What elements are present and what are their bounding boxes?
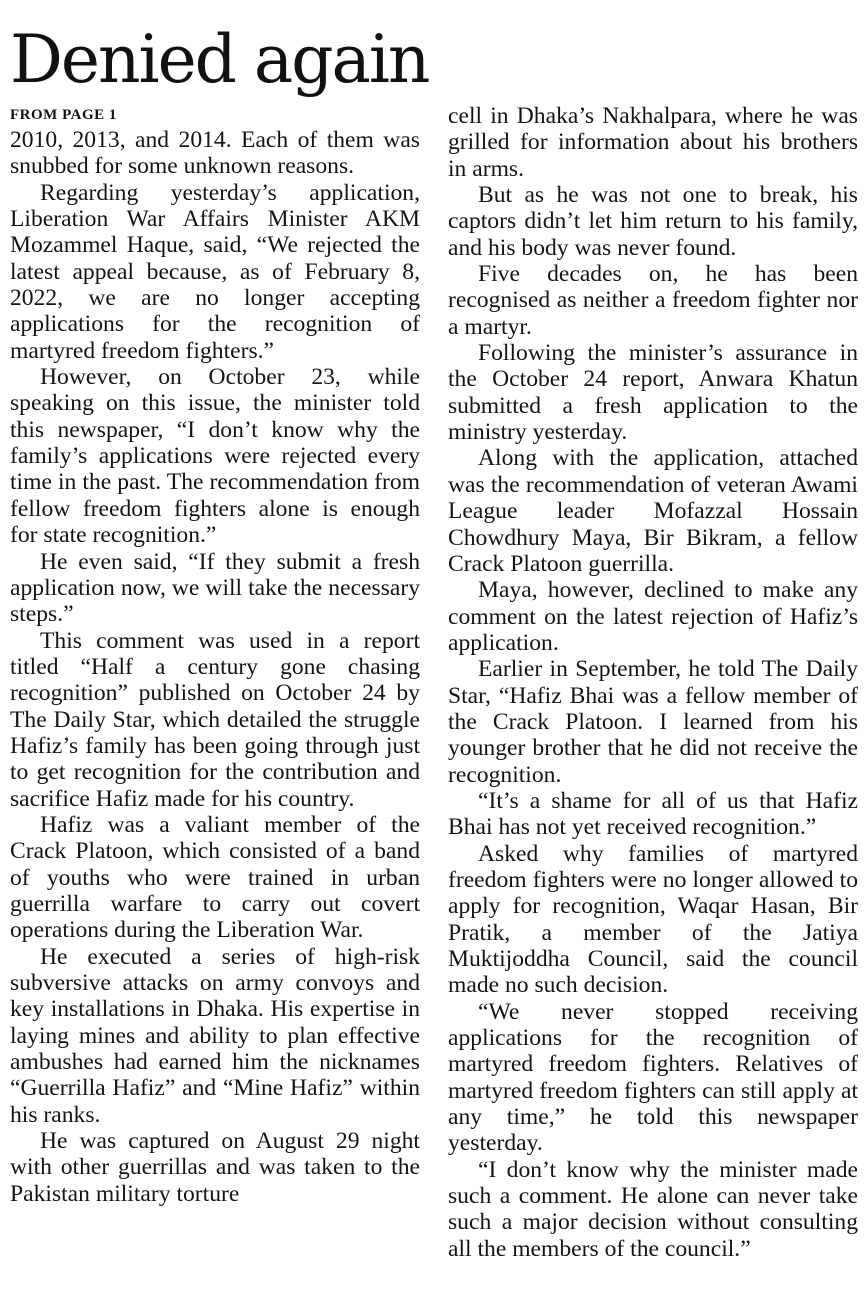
paragraph: Following the minister’s assurance in the October 24 report, Anwara Khatun submitted a fresh application to the ministry yesterday. [448, 340, 858, 446]
article-column-left [10, 103, 420, 1207]
paragraph: “We never stopped receiving applications for the recognition of martyred freedom fighters. Relatives of martyred freedom fighters can still apply at any time,” he told this newspaper yesterday. [448, 998, 858, 1157]
paragraph: Earlier in September, he told The Daily Star, “Hafiz Bhai was a fellow member of the Crack Platoon. I learned from his younger brother that he did not receive the recognition. [448, 656, 858, 788]
paragraph: Maya, however, declined to make any comment on the latest rejection of Hafiz’s application. [448, 577, 858, 656]
jump-kicker: FROM PAGE 1 [10, 107, 117, 123]
paragraph: He was captured on August 29 night with other guerrillas and was taken to the Pakistan military torture [10, 1128, 420, 1207]
paragraph: He executed a series of high-risk subversive attacks on army convoys and key installations in Dhaka. His expertise in laying mines and ability to plan effective ambushes had earned him the nicknames “Guerrilla Hafiz” and “Mine Hafiz” within his ranks. [10, 943, 420, 1128]
paragraph: “It’s a shame for all of us that Hafiz Bhai has not yet received recognition.” [448, 787, 858, 841]
paragraph: “I don’t know why the minister made such a comment. He alone can never take such a major decision without consulting all the members of the council.” [448, 1156, 858, 1262]
article-column-right [448, 103, 858, 1262]
paragraph: He even said, “If they submit a fresh application now, we will take the necessary steps.” [10, 548, 420, 628]
paragraph: cell in Dhaka’s Nakhalpara, where he was grilled for information about his brothers in arms. [448, 103, 858, 182]
paragraph: Five decades on, he has been recognised as neither a freedom fighter nor a martyr. [448, 261, 858, 340]
paragraph: 2010, 2013, and 2014. Each of them was snubbed for some unknown reasons. [10, 127, 420, 180]
paragraph: This comment was used in a report titled “Half a century gone chasing recognition” published on October 24 by The Daily Star, which detailed the struggle Hafiz’s family has been going through just to get recognition for the contribution and sacrifice Hafiz made for his country. [10, 627, 420, 812]
paragraph: Asked why families of martyred freedom fighters were no longer allowed to apply for recognition, Waqar Hasan, Bir Pratik, a member of the Jatiya Muktijoddha Council, said the council made no such decision. [448, 840, 858, 999]
paragraph: Regarding yesterday’s application, Liberation War Affairs Minister AKM Mozammel Haque, said, “We rejected the latest appeal because, as of February 8, 2022, we are no longer accepting applications for the recognition of martyred freedom fighters.” [10, 179, 420, 364]
paragraph: However, on October 23, while speaking on this issue, the minister told this newspaper, “I don’t know why the family’s applications were rejected every time in the past. The recommendation from fellow freedom fighters alone is enough for state recognition.” [10, 364, 420, 549]
paragraph: But as he was not one to break, his captors didn’t let him return to his family, and his body was never found. [448, 182, 858, 261]
paragraph: Along with the application, attached was the recommendation of veteran Awami League leader Mofazzal Hossain Chowdhury Maya, Bir Bikram, a fellow Crack Platoon guerrilla. [448, 445, 858, 577]
paragraph: Hafiz was a valiant member of the Crack Platoon, which consisted of a band of youths who were trained in urban guerrilla warfare to carry out covert operations during the Liberation War. [10, 811, 420, 944]
headline: Denied again [10, 21, 429, 98]
